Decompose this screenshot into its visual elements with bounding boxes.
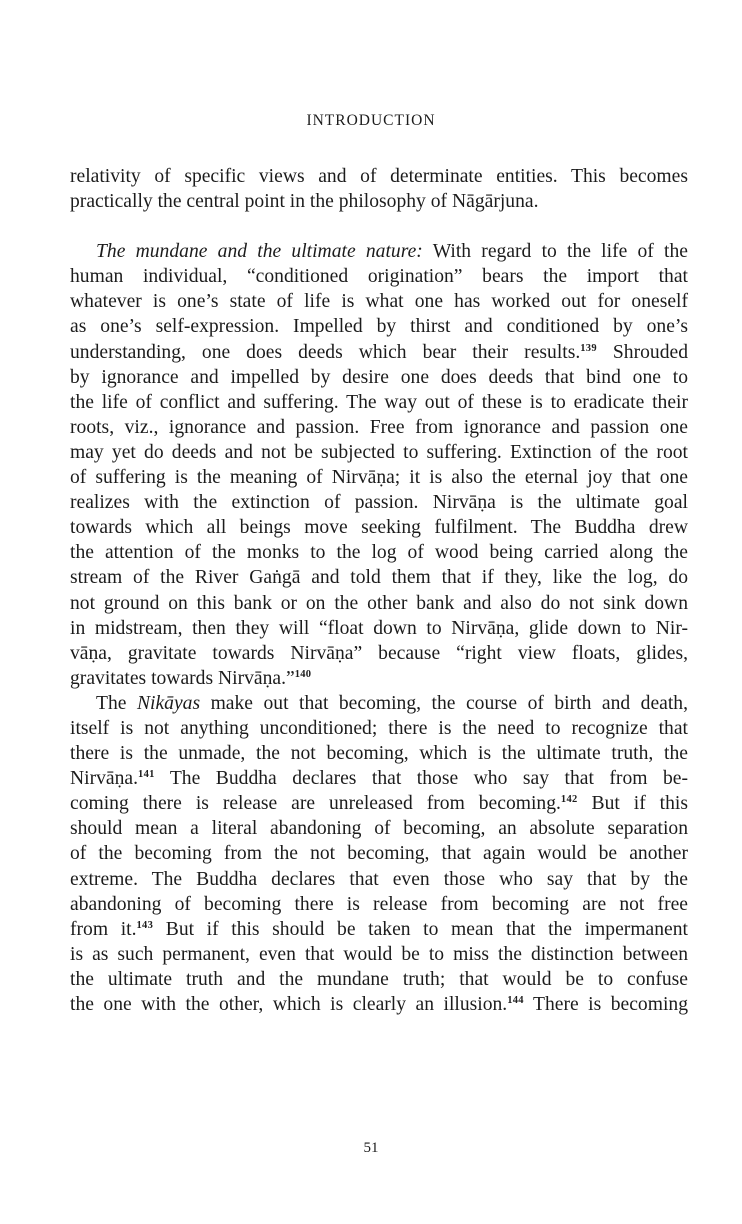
running-head: INTRODUCTION — [306, 112, 436, 129]
text-line — [70, 164, 688, 189]
text-run: from it. — [70, 918, 137, 940]
paragraph — [70, 214, 688, 691]
text-run: the life of conflict and suffering. The way out of these is to eradicate their — [70, 391, 688, 413]
text-line — [70, 967, 688, 992]
italic-text: The mundane and the ultimate nature: — [96, 241, 423, 263]
text-run: realizes with the extinction of passion. Nirvāṇa is the ultimate goal — [70, 492, 688, 514]
text-run: there is the unmade, the not becoming, which is the ultimate truth, the — [70, 743, 688, 765]
text-line — [70, 892, 688, 917]
text-run: The — [96, 692, 137, 714]
text-line — [70, 264, 688, 289]
text-line — [70, 289, 688, 314]
text-run: is as such permanent, even that would be to miss the distinction between — [70, 943, 688, 965]
text-line — [70, 716, 688, 741]
text-line — [70, 841, 688, 866]
footnote-reference: 142 — [560, 794, 578, 806]
text-run: should mean a literal abandoning of becoming, an absolute separation — [70, 818, 688, 840]
text-run: as one’s self-expression. Impelled by thirst and conditioned by one’s — [70, 316, 688, 338]
text-run: practically the central point in the philosophy of Nāgārjuna. — [70, 191, 539, 213]
page-number: 51 — [363, 1140, 379, 1156]
text-line — [70, 666, 688, 691]
text-line — [70, 816, 688, 841]
text-run: understanding, one does deeds which bear their results. — [70, 341, 581, 363]
text-run: roots, viz., ignorance and passion. Free from ignorance and passion one — [70, 416, 688, 438]
text-run: not ground on this bank or on the other bank and also do not sink down — [70, 592, 688, 614]
text-run: abandoning of becoming there is release from becoming are not free — [70, 893, 688, 915]
text-run: the attention of the monks to the log of wood being carried along the — [70, 542, 688, 564]
footnote-reference: 143 — [136, 919, 154, 931]
text-line — [70, 641, 688, 666]
text-run: human individual, “conditioned origination” bears the import that — [70, 266, 688, 288]
text-run: There is becoming — [523, 994, 688, 1015]
text-line — [70, 189, 688, 214]
text-run: of suffering is the meaning of Nirvāṇa; it is also the eternal joy that one — [70, 467, 688, 489]
text-run: relativity of specific views and of determinate entities. This becomes — [70, 166, 688, 187]
text-line — [70, 791, 688, 816]
text-run: the one with the other, which is clearly an illusion. — [70, 994, 508, 1015]
italic-text: Nikāyas — [136, 692, 201, 714]
footnote-reference: 141 — [138, 769, 155, 781]
text-run: Shrouded — [596, 341, 688, 363]
text-line — [70, 766, 688, 791]
text-line — [70, 239, 688, 264]
text-line — [70, 440, 688, 465]
text-line — [70, 515, 688, 540]
text-run: in midstream, then they will “float down to Nirvāṇa, glide down to Nir- — [70, 617, 688, 639]
text-line — [70, 490, 688, 515]
text-line — [70, 917, 688, 942]
text-run: gravitates towards Nirvāṇa.” — [70, 667, 295, 689]
text-run: make out that becoming, the course of birth and death, — [200, 692, 688, 714]
text-run: But if this — [577, 793, 688, 815]
footnote-reference: 140 — [294, 668, 312, 680]
text-line — [70, 741, 688, 766]
text-run: Nirvāṇa. — [70, 768, 139, 790]
text-run: itself is not anything unconditioned; there is the need to recognize that — [70, 717, 688, 739]
text-line — [70, 415, 688, 440]
text-line — [70, 591, 688, 616]
text-run: The Buddha declares that those who say that from be- — [154, 768, 688, 790]
text-run: With regard to the life of the — [422, 241, 688, 263]
body-text — [70, 164, 688, 1017]
footnote-reference: 144 — [507, 995, 524, 1006]
text-line — [70, 942, 688, 967]
text-line — [70, 691, 688, 716]
text-line — [70, 390, 688, 415]
text-line — [70, 616, 688, 641]
text-run: by ignorance and impelled by desire one does deeds that bind one to — [70, 366, 688, 388]
text-line — [70, 340, 688, 365]
text-line — [70, 867, 688, 892]
text-run: extreme. The Buddha declares that even those who say that by the — [70, 868, 688, 890]
text-run: vāṇa, gravitate towards Nirvāṇa” because “right view floats, glides, — [70, 642, 688, 664]
paragraph-gap — [70, 214, 688, 239]
text-run: coming there is release are unreleased from becoming. — [70, 793, 561, 815]
paragraph — [70, 164, 688, 214]
text-line — [70, 314, 688, 339]
paragraph — [70, 691, 688, 1017]
text-line — [70, 365, 688, 390]
text-line — [70, 992, 688, 1017]
text-line — [70, 565, 688, 590]
text-run: of the becoming from the not becoming, that again would be another — [70, 843, 688, 865]
text-run: the ultimate truth and the mundane truth; that would be to confuse — [70, 968, 688, 990]
text-run: But if this should be taken to mean that the impermanent — [153, 918, 688, 940]
footnote-reference: 139 — [580, 342, 597, 354]
text-line — [70, 540, 688, 565]
text-line — [70, 465, 688, 490]
text-run: may yet do deeds and not be subjected to suffering. Extinction of the root — [70, 441, 688, 463]
text-run: towards which all beings move seeking fulfilment. The Buddha drew — [70, 517, 688, 539]
text-run: stream of the River Gaṅgā and told them that if they, like the log, do — [70, 567, 688, 589]
text-run: whatever is one’s state of life is what one has worked out for oneself — [70, 291, 688, 313]
